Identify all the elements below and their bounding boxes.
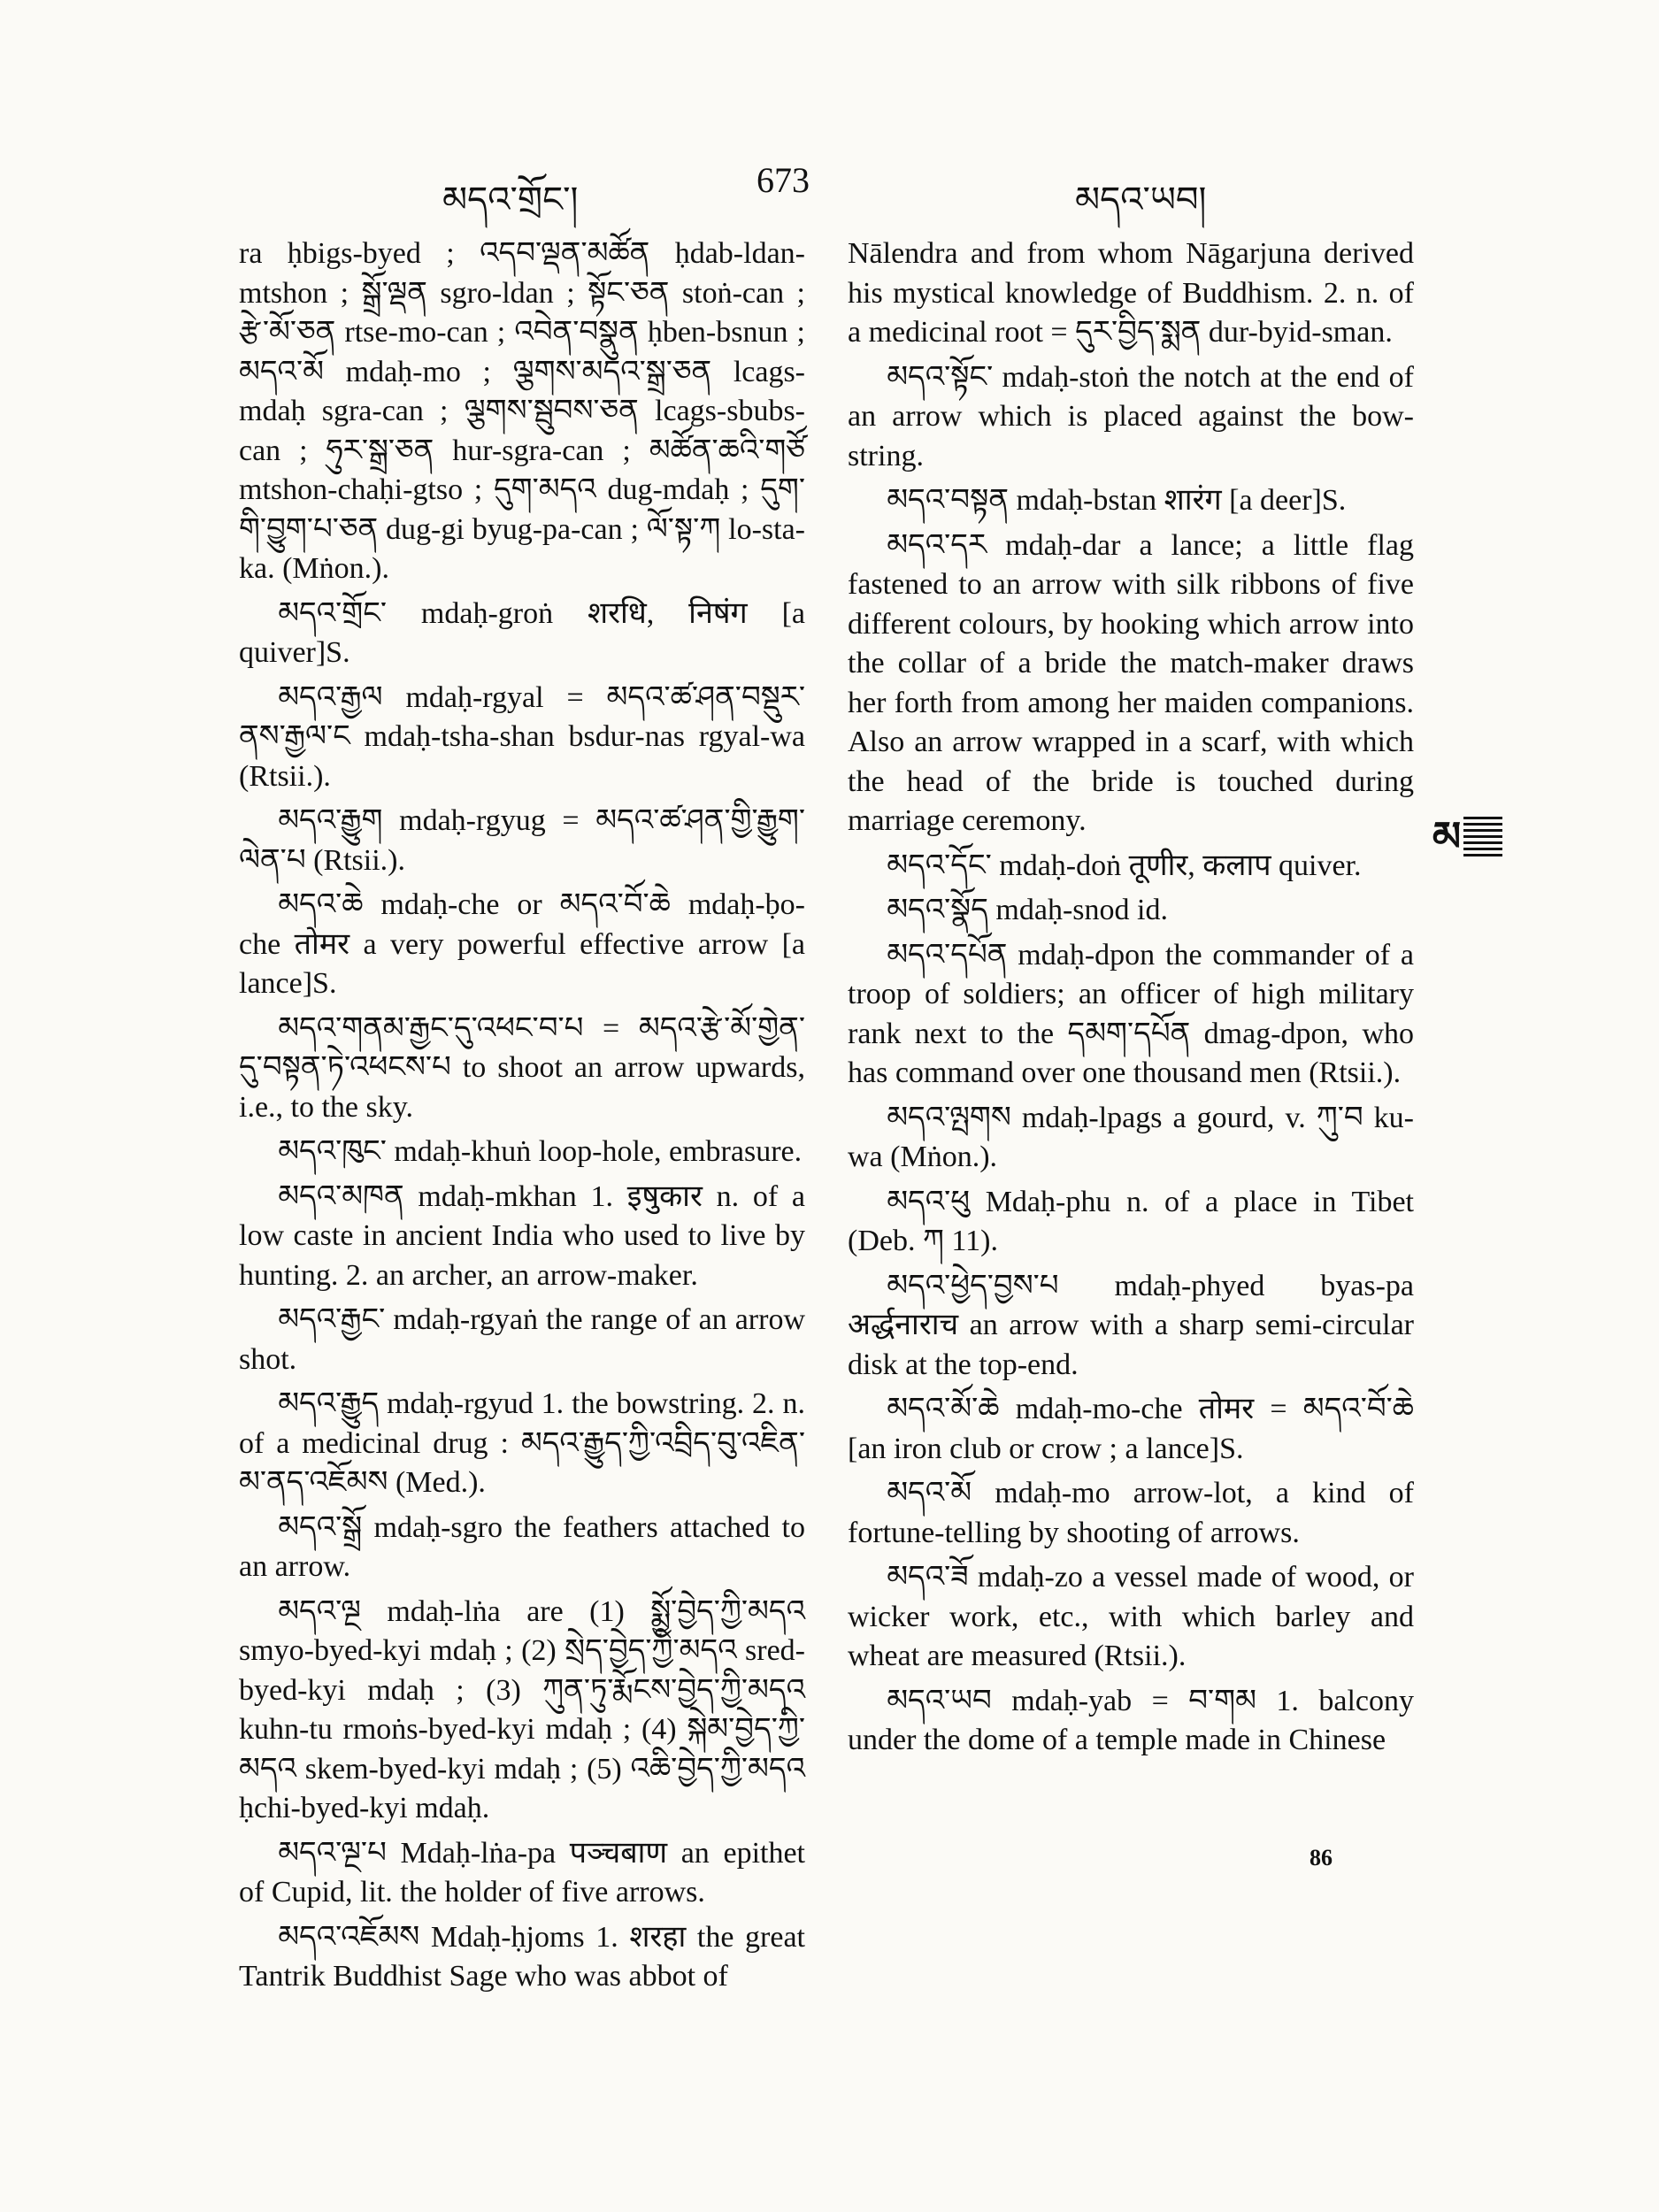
dictionary-entry: མདའ་མཁན mdaḥ-mkhan 1. इषुकार n. of a low caste in ancient India who used to live by hunting. 2. an archer, an arrow-maker. xyxy=(239,1179,805,1292)
dictionary-entry: མདའ་དཔོན mdaḥ-dpon the commander of a troop of soldiers; an officer of high military rank next to the དམག་དཔོན dmag-dpon, who has command over one thousand men (Rtsii.). xyxy=(848,938,1414,1089)
dictionary-entry: མདའ་ཕུ Mdaḥ-phu n. of a place in Tibet (Deb. ཀ 11). xyxy=(848,1185,1414,1257)
dictionary-entry: མདའ་ལྔ mdaḥ-lṅa are (1) སྨྱོ་བྱེད་ཀྱི་མདའ smyo-byed-kyi mdaḥ ; (2) སྲེད་བྱེད་ཀྱི་མདའ sred-byed-kyi mdaḥ ; (3) ཀུན་ཏུ་རྨོངས་བྱེད་ཀྱི་མདའ kuhn-tu rmoṅs-byed-kyi mdaḥ ; (4) སྐེམ་བྱེད་ཀྱི་མདའ skem-byed-kyi mdaḥ ; (5) འཆི་བྱེད་ཀྱི་མདའ ḥchi-byed-kyi mdaḥ. xyxy=(239,1594,805,1824)
dictionary-entry: མདའ་སྣོད mdaḥ-snod id. xyxy=(887,894,1168,926)
thumb-index-tab xyxy=(1432,810,1504,863)
dictionary-entry: མདའ་ཕྱེད་བྱས་པ mdaḥ-phyed byas-pa अर्द्धनाराच an arrow with a sharp semi-circular disk at the top-end. xyxy=(848,1269,1414,1381)
dictionary-entry: མདའ་ཆེ mdaḥ-che or མདའ་བོ་ཆེ mdaḥ-ḅo-che तोमर a very powerful effective arrow [a lance]S. xyxy=(239,888,805,1000)
page-number: 673 xyxy=(757,160,810,200)
thumb-index-letter: མ xyxy=(1432,812,1462,860)
right-running-headword: མདའ་ཡབ། xyxy=(1075,180,1207,220)
dictionary-entry: ra ḥbigs-byed ; འདབ་ལྡན་མཚོན ḥdab-ldan-mtshon ; སྒྲོ་ལྡན sgro-ldan ; སྟོང་ཅན stoṅ-can ; རྩེ་མོ་ཅན rtse-mo-can ; འབེན་བསྣུན ḥben-bsnun ; མདའ་མོ mdaḥ-mo ; ལྕགས་མདའ་སྒྲ་ཅན lcags-mdaḥ sgra-can ; ལྕགས་སྦུབས་ཅན lcags-sbubs-can ; ཧུར་སྒྲ་ཅན hur-sgra-can ; མཚོན་ཆའི་གཙོ mtshon-chaḥi-gtso ; དུག་མདའ dug-mdaḥ ; དུག་གི་བྱུག་པ་ཅན dug-gi byug-pa-can ; ལོ་སྟ་ཀ lo-sta-ka. (Mṅon.). xyxy=(239,237,805,585)
left-running-headword: མདའ་གྲོང་། xyxy=(442,180,579,220)
dictionary-entry: མདའ་མོ་ཆེ mdaḥ-mo-che तोमर = མདའ་བོ་ཆེ [an iron club or crow ; a lance]S. xyxy=(848,1393,1414,1465)
dictionary-entry: མདའ་སྟོང་ mdaḥ-stoṅ the notch at the end of an arrow which is placed against the bow-string. xyxy=(848,360,1414,472)
dictionary-entry: མདའ་ཡབ mdaḥ-yab = བ་གམ 1. balcony under the dome of a temple made in Chinese xyxy=(848,1684,1414,1756)
dictionary-entry: མདའ་རྒྱུད mdaḥ-rgyud 1. the bowstring. 2. n. of a medicinal drug : མདའ་རྒྱུད་ཀྱི་འབྲིད་བུ་འཇིན་མ་ནད་འཇོམས (Med.). xyxy=(239,1387,805,1499)
dictionary-entry: མདའ་རྒྱུག mdaḥ-rgyug = མདའ་ཚ་ཤན་གྱི་རྒྱུག་ལེན་པ (Rtsii.). xyxy=(239,804,805,877)
signature-mark: 86 xyxy=(1310,1845,1333,1870)
dictionary-entry: མདའ་མོ mdaḥ-mo arrow-lot, a kind of fortune-telling by shooting of arrows. xyxy=(848,1477,1414,1549)
dictionary-entry: མདའ་རྒྱལ mdaḥ-rgyal = མདའ་ཚ་ཤན་བསྡུར་ནས་རྒྱལ་ང mdaḥ-tsha-shan bsdur-nas rgyal-wa (Rtsii.). xyxy=(239,680,805,793)
left-column xyxy=(239,234,805,2002)
dictionary-entry: མདའ་དར mdaḥ-dar a lance; a little flag fastened to an arrow with silk ribbons of five different colours, by hooking which arrow into the collar of a bride the match-maker draws her forth from among her maiden companions. Also an arrow wrapped in a scarf, with which the head of the bride is touched during marriage ceremony. xyxy=(848,528,1414,837)
dictionary-entry: མདའ་དོང་ mdaḥ-doṅ तूणीर, कलाप quiver. xyxy=(887,849,1362,882)
dictionary-entry: མདའ་སྒྲོ mdaḥ-sgro the feathers attached to an arrow. xyxy=(239,1510,805,1583)
dictionary-entry: མདའ་ཟོ mdaḥ-zo a vessel made of wood, or wicker work, etc., with which barley and wheat are measured (Rtsii.). xyxy=(848,1561,1414,1672)
dictionary-entry: མདའ་ཁུང་ mdaḥ-khuṅ loop-hole, embrasure. xyxy=(278,1135,803,1168)
dictionary-entry: མདའ་གནམ་རྒྱང་དུ་འཕང་བ་པ = མདའ་རྩེ་མོ་གྱེན་དུ་བསྟན་ཏེ་འཕངས་པ to shoot an arrow upwards, i.e., to the sky. xyxy=(239,1011,805,1124)
page-header xyxy=(0,159,1659,220)
thumb-index-lines-icon xyxy=(1463,817,1502,857)
right-column xyxy=(848,234,1414,1766)
dictionary-entry: མདའ་བསྟན mdaḥ-bstan शारंग [a deer]S. xyxy=(887,484,1347,517)
dictionary-entry: མདའ་འཇོམས Mdaḥ-ḥjoms 1. शरहा the great Tantrik Buddhist Sage who was abbot of xyxy=(239,1920,805,1993)
dictionary-entry: Nālendra and from whom Nāgarjuna derived his mystical knowledge of Buddhism. 2. n. of a medicinal root = དུར་བྱིད་སྨན dur-byid-sman. xyxy=(848,237,1414,349)
dictionary-entry: མདའ་ལྤགས mdaḥ-lpags a gourd, v. ཀུ་བ ku-wa (Mṅon.). xyxy=(848,1101,1414,1173)
dictionary-entry: མདའ་གྲོང་ mdaḥ-groṅ शरधि, निषंग [a quiver]S. xyxy=(239,596,805,669)
dictionary-entry: མདའ་རྒྱང་ mdaḥ-rgyaṅ the range of an arrow shot. xyxy=(239,1303,805,1376)
dictionary-entry: མདའ་ལྔ་པ Mdaḥ-lṅa-pa पञ्चबाण an epithet of Cupid, lit. the holder of five arrows. xyxy=(239,1836,805,1909)
